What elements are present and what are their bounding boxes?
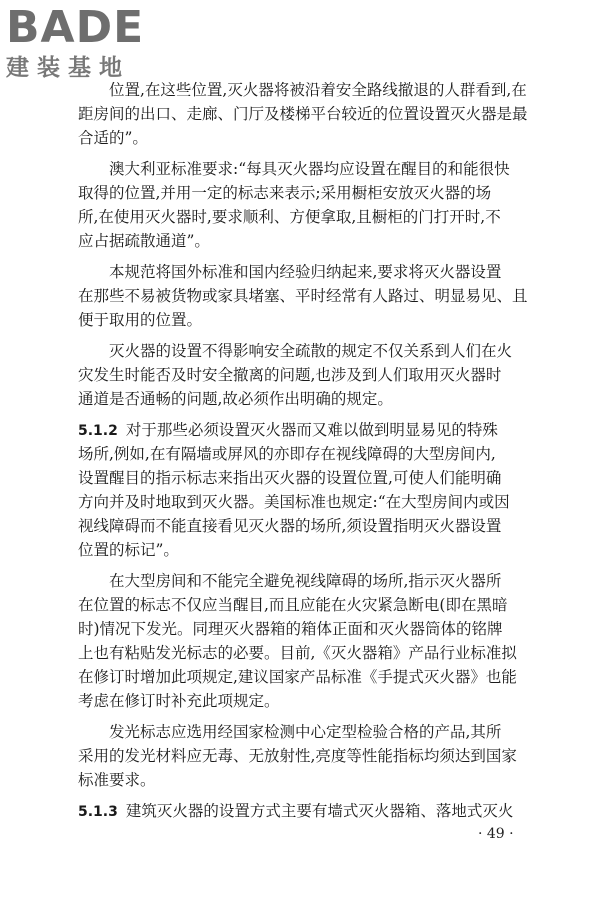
line-text: 位置的标记”。 [78, 541, 179, 559]
paragraph [78, 339, 558, 411]
text-line [78, 466, 558, 490]
page-number: · 49 · [478, 826, 514, 842]
text-line [78, 418, 558, 442]
line-text: 方向并及时地取到灭火器。美国标准也规定:“在大型房间内或因 [78, 493, 510, 511]
line-text: 通道是否通畅的问题,故必须作出明确的规定。 [78, 390, 393, 408]
text-line [78, 229, 558, 253]
text-line [78, 744, 558, 768]
text-line [78, 126, 558, 150]
text-line [78, 387, 558, 411]
text-line [78, 538, 558, 562]
text-line [78, 363, 558, 387]
line-text: 本规范将国外标准和国内经验归纳起来,要求将灭火器设置 [109, 263, 502, 281]
line-text: 上也有粘贴发光标志的必要。目前,《灭火器箱》产品行业标准拟 [78, 644, 517, 662]
text-line [78, 617, 558, 641]
line-text: 距房间的出口、走廊、门厅及楼梯平台较近的位置设置灭火器是最 [78, 105, 528, 123]
logo-brand-text: BADE [6, 2, 145, 53]
line-text: 设置醒目的指示标志来指出灭火器的设置位置,可使人们能明确 [78, 469, 502, 487]
paragraph [78, 569, 558, 713]
section-number: 5.1.2 [78, 423, 118, 439]
text-line [78, 308, 558, 332]
line-text: 灭火器的设置不得影响安全疏散的规定不仅关系到人们在火 [109, 342, 513, 360]
text-line [78, 641, 558, 665]
line-text: 标准要求。 [78, 771, 156, 789]
logo-subtitle-text: 建装基地 [6, 55, 130, 81]
text-line [78, 689, 558, 713]
text-line [78, 799, 558, 823]
paragraph [78, 720, 558, 792]
text-line [78, 260, 558, 284]
text-line [78, 665, 558, 689]
section-paragraph [78, 799, 558, 823]
text-line [78, 768, 558, 792]
text-line [78, 339, 558, 363]
line-text: 视线障碍而不能直接看见灭火器的场所,须设置指明灭火器设置 [78, 517, 502, 535]
line-text: 在那些不易被货物或家具堵塞、平时经常有人路过、明显易见、且 [78, 287, 528, 305]
line-text: 澳大利亚标准要求:“每具灭火器均应设置在醒目的和能很快 [109, 160, 510, 178]
text-line [78, 442, 558, 466]
text-line [78, 514, 558, 538]
text-line [78, 284, 558, 308]
line-text: 发光标志应选用经国家检测中心定型检验合格的产品,其所 [109, 723, 502, 741]
line-text: 合适的”。 [78, 129, 148, 147]
line-text: 考虑在修订时补充此项规定。 [78, 692, 280, 710]
text-line [78, 78, 558, 102]
line-text: 时)情况下发光。同理灭火器箱的箱体正面和灭火器筒体的铭牌 [78, 620, 503, 638]
line-text: 在修订时增加此项规定,建议国家产品标准《手提式灭火器》也能 [78, 668, 517, 686]
paragraph [78, 78, 558, 150]
section-number: 5.1.3 [78, 804, 118, 820]
line-text: 位置,在这些位置,灭火器将被沿着安全路线撤退的人群看到,在 [109, 81, 527, 99]
line-text: 取得的位置,并用一定的标志来表示;采用橱柜安放灭火器的场 [78, 184, 492, 202]
line-text: 采用的发光材料应无毒、无放射性,亮度等性能指标均须达到国家 [78, 747, 517, 765]
text-line [78, 157, 558, 181]
line-text: 应占据疏散通道”。 [78, 232, 210, 250]
line-text: 对于那些必须设置灭火器而又难以做到明显易见的特殊 [125, 421, 498, 439]
line-text: 灾发生时能否及时安全撤离的问题,也涉及到人们取用灭火器时 [78, 366, 502, 384]
text-line [78, 490, 558, 514]
line-text: 便于取用的位置。 [78, 311, 203, 329]
section-paragraph [78, 418, 558, 562]
text-line [78, 181, 558, 205]
line-text: 建筑灭火器的设置方式主要有墙式灭火器箱、落地式灭火 [125, 802, 514, 820]
document-body [78, 78, 558, 823]
text-line [78, 720, 558, 744]
line-text: 在大型房间和不能完全避免视线障碍的场所,指示灭火器所 [109, 572, 502, 590]
text-line [78, 102, 558, 126]
text-line [78, 205, 558, 229]
line-text: 在位置的标志不仅应当醒目,而且应能在火灾紧急断电(即在黑暗 [78, 596, 508, 614]
line-text: 场所,例如,在有隔墙或屏风的亦即存在视线障碍的大型房间内, [78, 445, 496, 463]
paragraph [78, 157, 558, 253]
text-line [78, 593, 558, 617]
paragraph [78, 260, 558, 332]
text-line [78, 569, 558, 593]
line-text: 所,在使用灭火器时,要求顺利、方便拿取,且橱柜的门打开时,不 [78, 208, 501, 226]
